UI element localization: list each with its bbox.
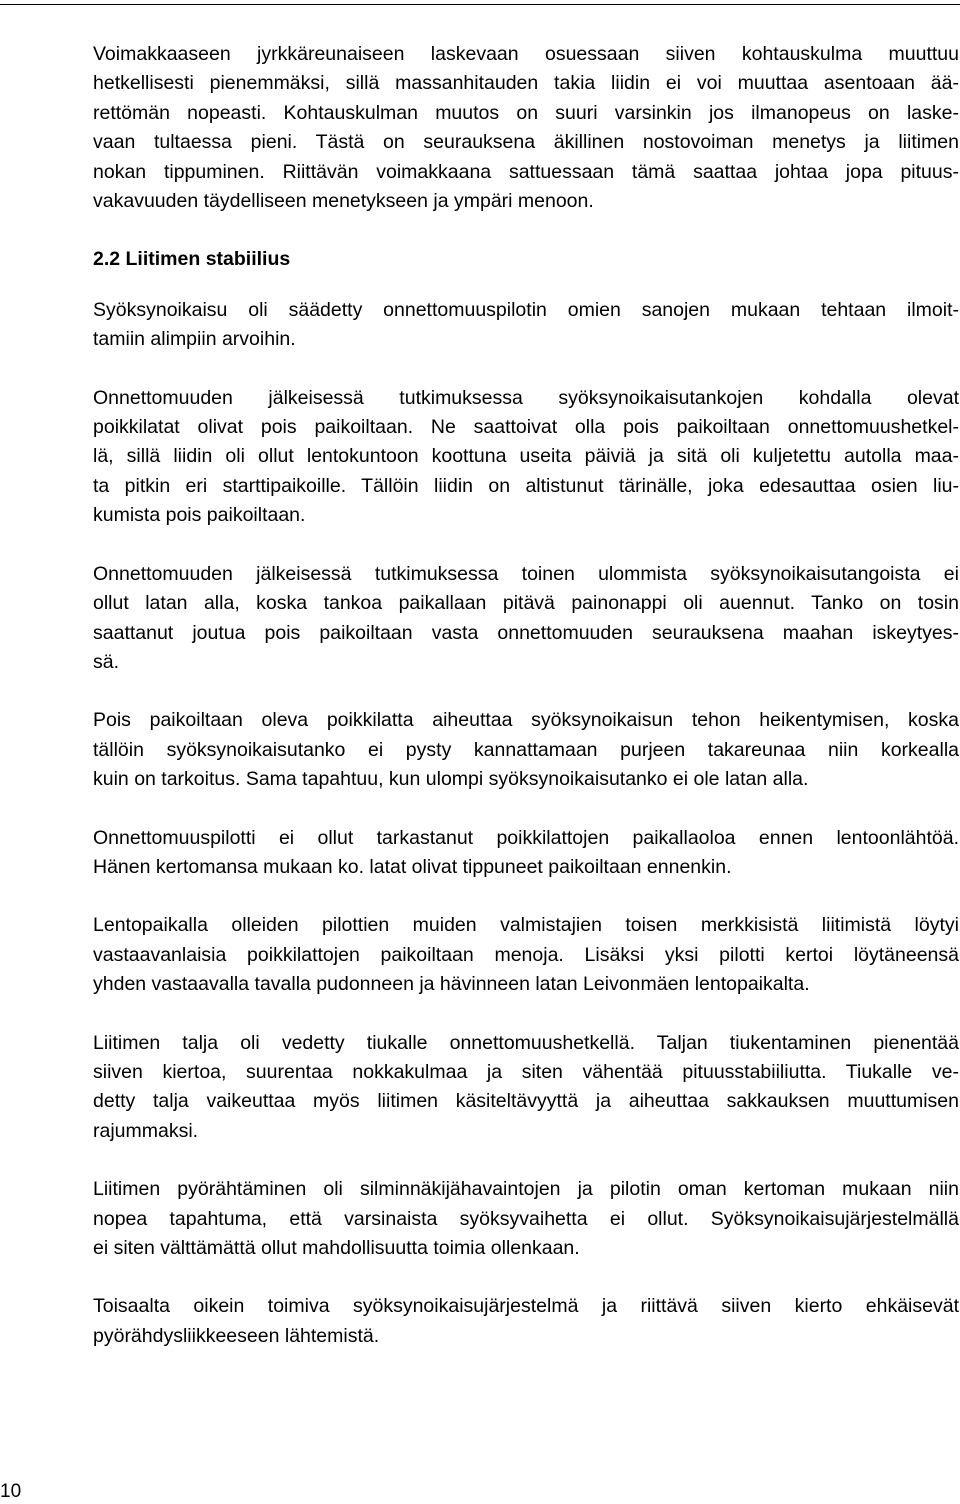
text-line: vaan tultaessa pieni. Tästä on seurauksena äkillinen nostovoiman menetys ja liitimen <box>93 131 959 154</box>
text-line: detty talja vaikeuttaa myös liitimen käsiteltävyyttä ja aiheuttaa sakkauksen muuttumisen <box>93 1090 959 1113</box>
paragraph-1 <box>93 296 959 355</box>
text-line: ta pitkin eri starttipaikoille. Tällöin liidin on altistunut tärinälle, joka edesauttaa osien liu- <box>93 474 959 497</box>
paragraph-3 <box>93 560 959 678</box>
text-line: Toisaalta oikein toimiva syöksynoikaisujärjestelmä ja riittävä siiven kierto ehkäisevät <box>93 1295 959 1318</box>
text-line: Liitimen pyörähtäminen oli silminnäkijähavaintojen ja pilotin oman kertoman mukaan niin <box>93 1178 959 1201</box>
paragraph-intro <box>93 40 959 216</box>
text-line: vakavuuden täydelliseen menetykseen ja ympäri menoon. <box>93 190 594 213</box>
header-rule <box>0 4 960 5</box>
page-number: 10 <box>0 1481 22 1502</box>
paragraph-6 <box>93 911 959 999</box>
text-line: sä. <box>93 650 120 673</box>
text-line: kuin on tarkoitus. Sama tapahtuu, kun ulompi syöksynoikaisutanko ei ole latan alla. <box>93 768 809 791</box>
paragraph-8 <box>93 1175 959 1263</box>
section-heading: 2.2 Liitimen stabiilius <box>93 248 291 271</box>
paragraph-5 <box>93 824 959 883</box>
text-line: ei siten välttämättä ollut mahdollisuutta toimia ollenkaan. <box>93 1237 580 1259</box>
text-line: hetkellisesti pienemmäksi, sillä massanhitauden takia liidin ei voi muuttaa asentoaan ää- <box>93 72 959 95</box>
text-line: pyörähdysliikkeeseen lähtemistä. <box>93 1324 380 1347</box>
text-line: Onnettomuuden jälkeisessä tutkimuksessa syöksynoikaisutankojen kohdalla olevat <box>93 386 959 409</box>
text-line: Lentopaikalla olleiden pilottien muiden valmistajien toisen merkkisistä liitimistä löytyi <box>93 914 959 937</box>
text-line: Liitimen talja oli vedetty tiukalle onnettomuushetkellä. Taljan tiukentaminen pienentää <box>93 1031 959 1054</box>
text-line: nokan tippuminen. Riittävän voimakkaana sattuessaan tämä saattaa johtaa jopa pituus- <box>93 160 959 183</box>
document-body <box>93 40 959 1380</box>
paragraph-9 <box>93 1292 959 1351</box>
text-line: Hänen kertomansa mukaan ko. latat olivat tippuneet paikoiltaan ennenkin. <box>93 855 732 878</box>
text-line: Onnettomuuspilotti ei ollut tarkastanut poikkilattojen paikallaoloa ennen lentoonlähtöä. <box>93 826 959 849</box>
paragraph-4 <box>93 706 959 794</box>
paragraph-2 <box>93 384 959 531</box>
text-line: tällöin syöksynoikaisutanko ei pysty kannattamaan purjeen takareunaa niin korkealla <box>93 738 959 761</box>
text-line: tamiin alimpiin arvoihin. <box>93 328 296 351</box>
text-line: kumista pois paikoiltaan. <box>93 504 306 527</box>
text-line: ollut latan alla, koska tankoa paikallaan pitävä painonappi oli auennut. Tanko on tosin <box>93 592 959 615</box>
text-line: saattanut joutua pois paikoiltaan vasta onnettomuuden seurauksena maahan iskeytyes- <box>93 621 959 644</box>
text-line: yhden vastaavalla tavalla pudonneen ja hävinneen latan Leivonmäen lentopaikalta. <box>93 973 810 996</box>
text-line: lä, sillä liidin oli ollut lentokuntoon koottuna useita päiviä ja sitä oli kuljetettu autolla maa- <box>93 445 959 468</box>
text-line: rajummaksi. <box>93 1119 199 1142</box>
text-line: siiven kiertoa, suurentaa nokkakulmaa ja siten vähentää pituusstabiiliutta. Tiukalle ve- <box>93 1060 959 1083</box>
text-line: rettömän nopeasti. Kohtauskulman muutos on suuri varsinkin jos ilmanopeus on laske- <box>93 101 959 124</box>
text-line: vastaavanlaisia poikkilattojen paikoiltaan menoja. Lisäksi yksi pilotti kertoi löytäneensä <box>93 943 959 966</box>
text-line: Pois paikoiltaan oleva poikkilatta aiheuttaa syöksynoikaisun tehon heikentymisen, koska <box>93 709 959 732</box>
text-line: Onnettomuuden jälkeisessä tutkimuksessa toinen ulommista syöksynoikaisutangoista ei <box>93 562 959 585</box>
paragraph-7 <box>93 1029 959 1147</box>
text-line: poikkilatat olivat pois paikoiltaan. Ne saattoivat olla pois paikoiltaan onnettomuushetkel- <box>93 416 959 439</box>
text-line: Voimakkaaseen jyrkkäreunaiseen laskevaan osuessaan siiven kohtauskulma muuttuu <box>93 43 959 65</box>
text-line: Syöksynoikaisu oli säädetty onnettomuuspilotin omien sanojen mukaan tehtaan ilmoit- <box>93 298 959 321</box>
text-line: nopea tapahtuma, että varsinaista syöksyvaihetta ei ollut. Syöksynoikaisujärjestelmällä <box>93 1207 959 1230</box>
